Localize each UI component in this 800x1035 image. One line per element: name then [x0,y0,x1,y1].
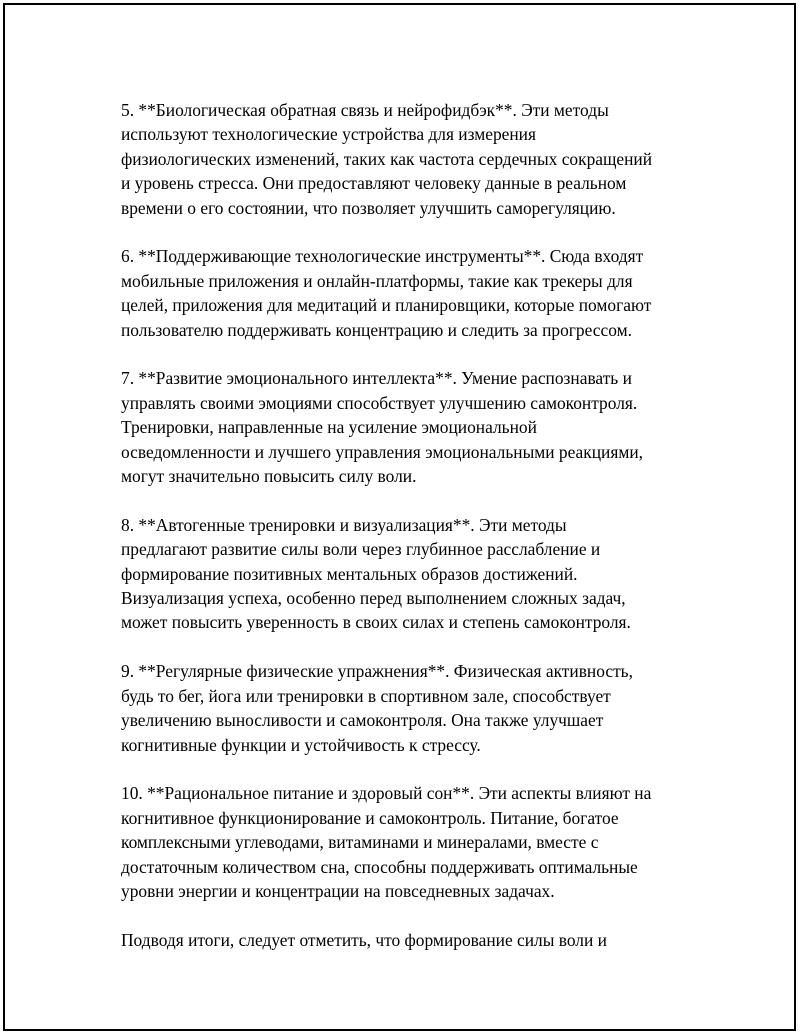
document-body [121,98,721,977]
text-line: 6. **Поддерживающие технологические инструменты**. Сюда входят [121,246,644,267]
text-line: Тренировки, направленные на усиление эмоциональной [121,417,537,438]
text-line: мобильные приложения и онлайн-платформы, такие как трекеры для [121,270,633,291]
text-line: предлагают развитие силы воли через глубинное расслабление и [121,539,601,560]
text-line: Подводя итоги, следует отметить, что формирование силы воли и [121,929,607,950]
paragraph-item-7 [121,366,721,488]
text-line: Визуализация успеха, особенно перед выполнением сложных задач, [121,588,626,609]
text-line: увеличению выносливости и самоконтроля. Она также улучшает [121,710,604,731]
text-line: целей, приложения для медитаций и планировщики, которые помогают [121,295,652,316]
text-line: формирование позитивных ментальных образов достижений. [121,563,578,584]
text-line: времени о его состоянии, что позволяет улучшить саморегуляцию. [121,197,616,218]
page-frame [3,3,796,1031]
paragraph-item-6 [121,244,721,342]
text-line: пользователю поддерживать концентрацию и следить за прогрессом. [121,319,632,340]
text-line: достаточным количеством сна, способны поддерживать оптимальные [121,856,638,877]
paragraph-item-10 [121,781,721,903]
text-line: комплексными углеводами, витаминами и минералами, вместе с [121,832,599,853]
text-line: управлять своими эмоциями способствует улучшению самоконтроля. [121,392,638,413]
text-line: могут значительно повысить силу воли. [121,466,417,487]
text-line: 8. **Автогенные тренировки и визуализация**. Эти методы [121,514,567,535]
paragraph-item-8 [121,513,721,635]
paragraph-item-5 [121,98,721,220]
text-line: будь то бег, йога или тренировки в спортивном зале, способствует [121,685,611,706]
text-line: 7. **Развитие эмоционального интеллекта**. Умение распознавать и [121,368,632,389]
text-line: 5. **Биологическая обратная связь и нейрофидбэк**. Эти методы [121,100,609,120]
text-line: осведомленности и лучшего управления эмоциональными реакциями, [121,441,643,462]
text-line: 9. **Регулярные физические упражнения**. Физическая активность, [121,661,633,682]
text-line: когнитивное функционирование и самоконтроль. Питание, богатое [121,807,619,828]
paragraph-item-9 [121,659,721,757]
text-line: и уровень стресса. Они предоставляют человеку данные в реальном [121,173,627,194]
text-line: физиологических изменений, таких как частота сердечных сокращений [121,148,653,169]
text-line: может повысить уверенность в своих силах и степень самоконтроля. [121,612,631,633]
text-line: используют технологические устройства для измерения [121,124,536,145]
text-line: уровни энергии и концентрации на повседневных задачах. [121,880,555,901]
text-line: 10. **Рациональное питание и здоровый сон**. Эти аспекты влияют на [121,783,652,804]
paragraph-conclusion [121,928,721,952]
text-line: когнитивные функции и устойчивость к стрессу. [121,734,481,755]
